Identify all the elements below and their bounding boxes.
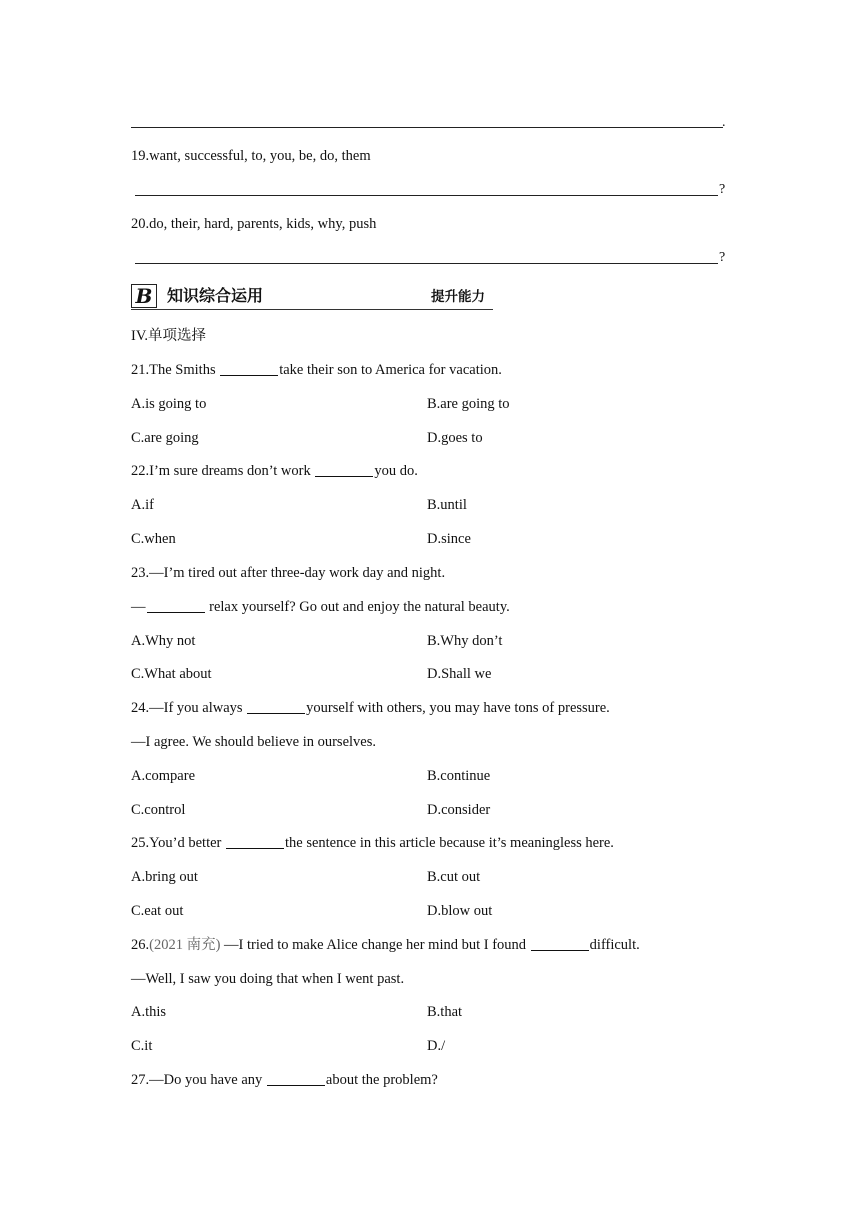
blank	[531, 936, 589, 951]
option-d: D.blow out	[427, 903, 493, 919]
option-c: C.it	[131, 1038, 153, 1054]
blank	[147, 598, 205, 613]
option-d: D./	[427, 1038, 446, 1054]
question-20-prompt: 20.do, their, hard, parents, kids, why, push	[131, 216, 377, 232]
blank	[267, 1071, 325, 1086]
question-23-line2: — relax yourself? Go out and enjoy the natural beauty.	[131, 599, 510, 615]
question-25: 25.You’d better the sentence in this article because it’s meaningless here.	[131, 835, 614, 851]
option-a: A.Why not	[131, 633, 196, 649]
option-d: D.goes to	[427, 430, 483, 446]
option-b: B.cut out	[427, 869, 481, 885]
question-27: 27.—Do you have any about the problem?	[131, 1072, 438, 1088]
answer-line-18	[131, 127, 723, 128]
option-d: D.since	[427, 531, 471, 547]
option-d: D.consider	[427, 802, 491, 818]
section-subtitle: 提升能力	[431, 289, 485, 305]
question-source: (2021 南充)	[149, 937, 221, 953]
question-21: 21.The Smiths take their son to America for vacation.	[131, 362, 502, 378]
answer-line-19	[135, 195, 718, 196]
answer-line-19-punct: ?	[719, 182, 726, 197]
option-b: B.until	[427, 497, 467, 513]
option-a: A.bring out	[131, 869, 198, 885]
option-b: B.that	[427, 1004, 463, 1020]
answer-line-20	[135, 263, 718, 264]
answer-line-18-punct: .	[722, 115, 726, 130]
blank	[220, 361, 278, 376]
blank	[247, 699, 305, 714]
question-23-line1: 23.—I’m tired out after three-day work day and night.	[131, 565, 446, 581]
option-c: C.eat out	[131, 903, 184, 919]
section-badge: B	[131, 284, 157, 308]
part-title: IV.单项选择	[131, 328, 207, 344]
question-26-line1: 26.(2021 南充) —I tried to make Alice change her mind but I found difficult.	[131, 937, 640, 953]
blank	[315, 462, 373, 477]
option-a: A.this	[131, 1004, 167, 1020]
question-24-line2: —I agree. We should believe in ourselves.	[131, 734, 376, 750]
question-24-line1: 24.—If you always yourself with others, you may have tons of pressure.	[131, 700, 610, 716]
blank	[226, 834, 284, 849]
question-19-prompt: 19.want, successful, to, you, be, do, them	[131, 148, 371, 164]
question-26-line2: —Well, I saw you doing that when I went past.	[131, 971, 405, 987]
answer-line-20-punct: ?	[719, 250, 726, 265]
option-b: B.Why don’t	[427, 633, 503, 649]
option-b: B.are going to	[427, 396, 510, 412]
option-a: A.compare	[131, 768, 196, 784]
option-b: B.continue	[427, 768, 491, 784]
option-c: C.control	[131, 802, 186, 818]
question-22: 22.I’m sure dreams don’t work you do.	[131, 463, 418, 479]
option-a: A.is going to	[131, 396, 207, 412]
section-underline	[131, 309, 493, 310]
section-header	[131, 283, 493, 311]
option-c: C.What about	[131, 666, 212, 682]
section-title: 知识综合运用	[167, 286, 264, 305]
option-c: C.when	[131, 531, 176, 547]
option-d: D.Shall we	[427, 666, 492, 682]
option-a: A.if	[131, 497, 154, 513]
option-c: C.are going	[131, 430, 199, 446]
